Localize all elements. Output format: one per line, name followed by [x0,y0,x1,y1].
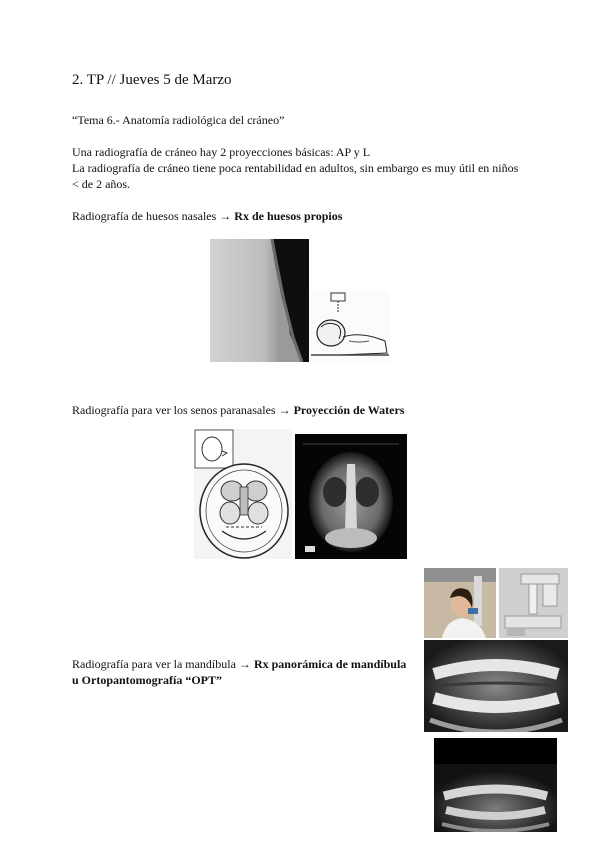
nasal-text: Radiografía de huesos nasales → [72,209,235,223]
intro-line-3: < de 2 años. [72,177,131,191]
intro-line-1: Una radiografía de cráneo hay 2 proyecciones básicas: AP y L [72,145,371,159]
panoramic-xray-image-2 [434,738,557,832]
mandibula-bold-1: Rx panorámica de mandíbula [253,657,407,671]
senos-line [72,402,404,418]
intro-line-2: La radiografía de cráneo tiene poca rentabilidad en adultos, sin embargo es muy útil en niños [72,161,519,175]
mandibula-line-2 [72,672,222,688]
nasal-line [72,208,342,224]
panoramic-xray-image-1 [424,640,568,732]
senos-bold: Proyección de Waters [293,403,405,417]
nasal-xray-image [210,239,309,362]
mandibula-line-1 [72,656,406,672]
page-title: 2. TP // Jueves 5 de Marzo [72,72,232,88]
waters-xray-image [295,434,407,559]
opt-machine-photo [499,568,568,638]
senos-text: Radiografía para ver los senos paranasales → [72,403,294,417]
topic-title: “Tema 6.- Anatomía radiológica del cráneo” [72,113,285,127]
nasal-bold: Rx de huesos propios [234,209,343,223]
opt-patient-photo [424,568,496,638]
mandibula-bold-2: u Ortopantomografía “OPT” [72,673,222,687]
waters-skull-drawing [194,429,292,559]
nasal-position-drawing [309,291,390,362]
mandibula-text: Radiografía para ver la mandíbula → [72,657,254,671]
